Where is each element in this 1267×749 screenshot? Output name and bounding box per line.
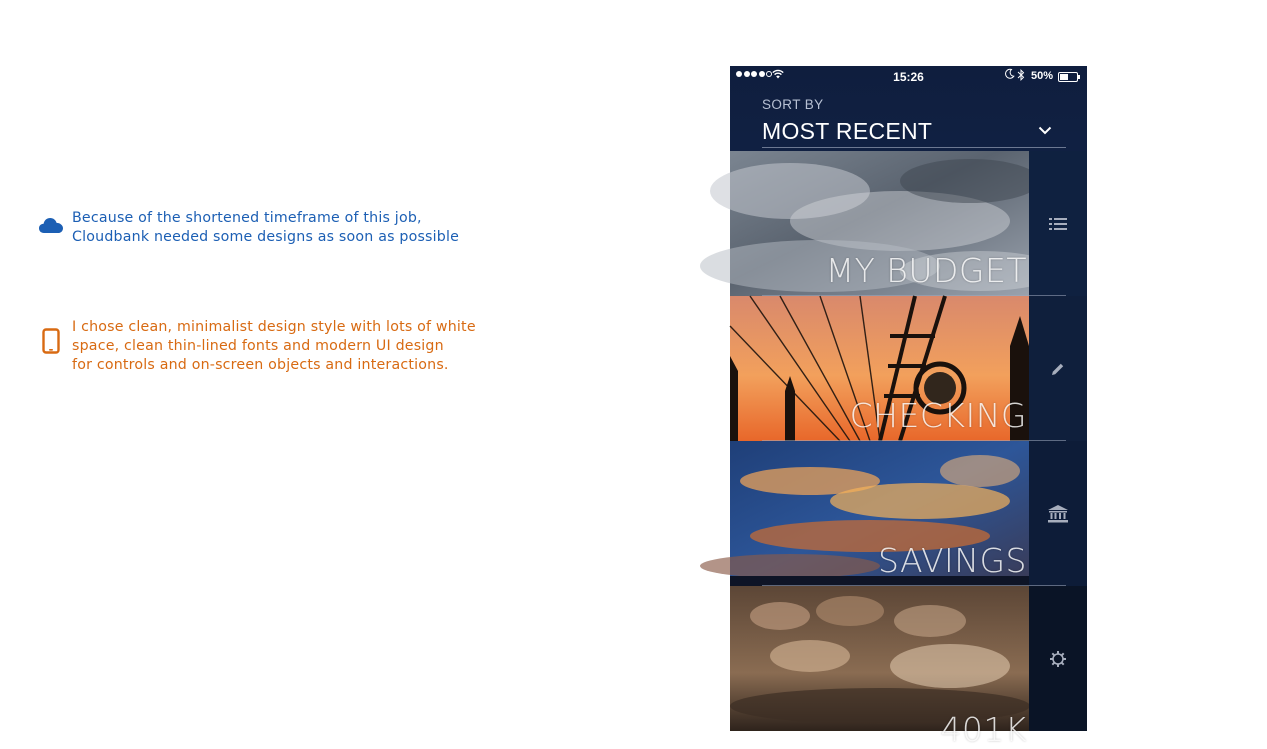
note-line: Because of the shortened timeframe of this job, xyxy=(72,210,422,226)
401k-settings-button[interactable] xyxy=(1029,586,1087,731)
note-design-style xyxy=(38,318,476,375)
sort-dropdown[interactable] xyxy=(762,117,1066,148)
cloud-icon xyxy=(38,212,64,238)
list-icon xyxy=(1049,217,1067,231)
status-time: 15:26 xyxy=(893,70,924,84)
account-card-savings[interactable] xyxy=(730,441,1087,586)
note-line: Cloudbank needed some designs as soon as possible xyxy=(72,229,460,245)
phone-screen xyxy=(730,66,1087,749)
chevron-down-icon xyxy=(1038,126,1052,135)
moon-icon xyxy=(1005,69,1014,79)
budget-list-button[interactable] xyxy=(1029,151,1087,296)
note-line: for controls and on-screen objects and interactions. xyxy=(72,357,449,373)
account-name: 401K xyxy=(940,710,1027,749)
gear-icon xyxy=(1049,650,1067,668)
savings-bank-button[interactable] xyxy=(1029,441,1087,586)
note-timeframe xyxy=(38,209,459,247)
status-bar xyxy=(730,66,1087,88)
account-list xyxy=(730,151,1087,749)
bluetooth-icon xyxy=(1017,69,1025,81)
mobile-phone-icon xyxy=(38,328,64,354)
account-card-401k[interactable] xyxy=(730,586,1087,749)
checking-edit-button[interactable] xyxy=(1029,296,1087,441)
account-name: MY BUDGET xyxy=(825,251,1027,290)
account-name: CHECKING xyxy=(849,396,1027,435)
note-line: space, clean thin-lined fonts and modern UI design xyxy=(72,338,444,354)
battery-icon xyxy=(1058,72,1078,82)
pencil-icon xyxy=(1051,362,1065,376)
sort-selected-value: MOST RECENT xyxy=(762,118,933,144)
account-name: SAVINGS xyxy=(877,541,1027,580)
bank-icon xyxy=(1048,505,1068,523)
sort-by-label: SORT BY xyxy=(762,97,824,112)
account-card-checking[interactable] xyxy=(730,296,1087,441)
account-card-budget[interactable] xyxy=(730,151,1087,296)
note-line: I chose clean, minimalist design style with lots of white xyxy=(72,319,476,335)
battery-percentage: 50% xyxy=(1031,70,1054,82)
